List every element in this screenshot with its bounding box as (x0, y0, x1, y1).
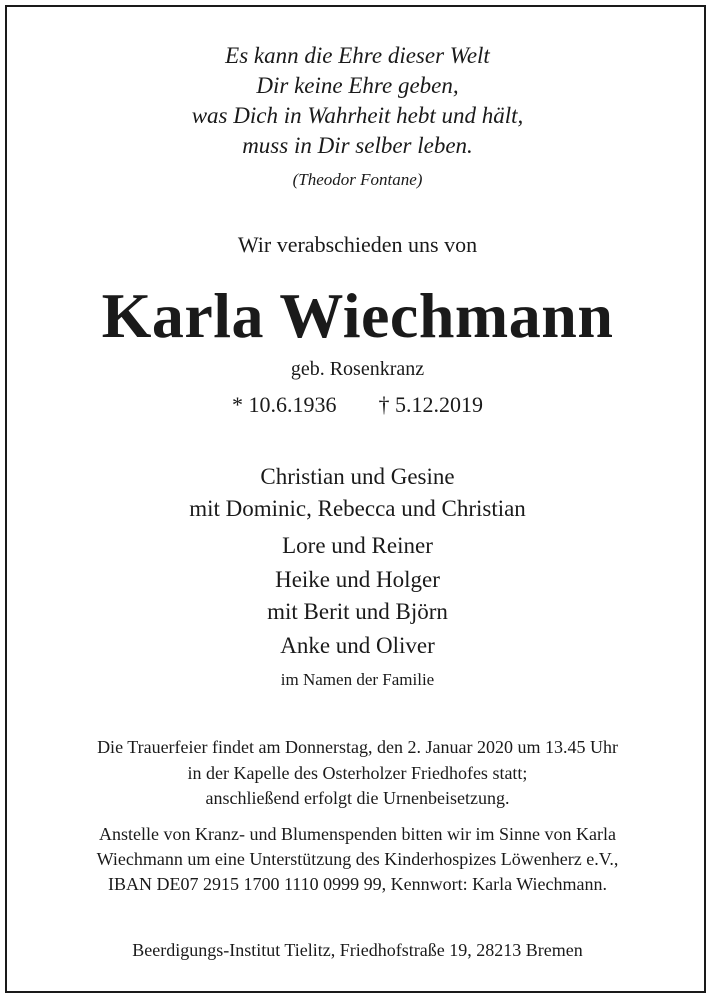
poem-line-2: Dir keine Ehre geben, (256, 73, 459, 98)
life-dates (0, 391, 715, 419)
donation-line-3: IBAN DE07 2915 1700 1110 0999 99, Kennwort: Karla Wiechmann. (107, 874, 608, 894)
donation-line-2: Wiechmann um eine Unterstützung des Kinderhospizes Löwenherz e.V., (96, 849, 619, 869)
mourner-line-6: Anke und Oliver (280, 633, 435, 658)
donation-line-1: Anstelle von Kranz- und Blumenspenden bitten wir im Sinne von Karla (99, 824, 616, 844)
mourner-line-4: Heike und Holger (275, 567, 440, 592)
birth-name: geb. Rosenkranz (290, 358, 425, 380)
ceremony-line-2: in der Kapelle des Osterholzer Friedhofes statt; (187, 763, 528, 783)
death-date: † 5.12.2019 (378, 392, 483, 417)
family-note: im Namen der Familie (280, 670, 435, 689)
funeral-home: Beerdigungs-Institut Tielitz, Friedhofstraße 19, 28213 Bremen (132, 940, 583, 960)
poem-line-1: Es kann die Ehre dieser Welt (225, 43, 490, 68)
mourner-line-5: mit Berit und Björn (267, 599, 448, 624)
mourner-line-2: mit Dominic, Rebecca und Christian (189, 496, 526, 521)
mourner-line-3: Lore und Reiner (282, 533, 433, 558)
ceremony-line-3: anschließend erfolgt die Urnenbeisetzung. (205, 788, 510, 808)
poem-line-3: was Dich in Wahrheit hebt und hält, (191, 103, 524, 128)
ceremony-line-1: Die Trauerfeier findet am Donnerstag, den 2. Januar 2020 um 13.45 Uhr (97, 737, 618, 757)
deceased-name: Karla Wiechmann (101, 280, 614, 351)
poem-author: (Theodor Fontane) (292, 170, 423, 189)
intro-text: Wir verabschieden uns von (237, 232, 478, 257)
birth-date: * 10.6.1936 (232, 392, 337, 417)
mourner-line-1: Christian und Gesine (260, 464, 455, 489)
poem-line-4: muss in Dir selber leben. (242, 133, 473, 158)
